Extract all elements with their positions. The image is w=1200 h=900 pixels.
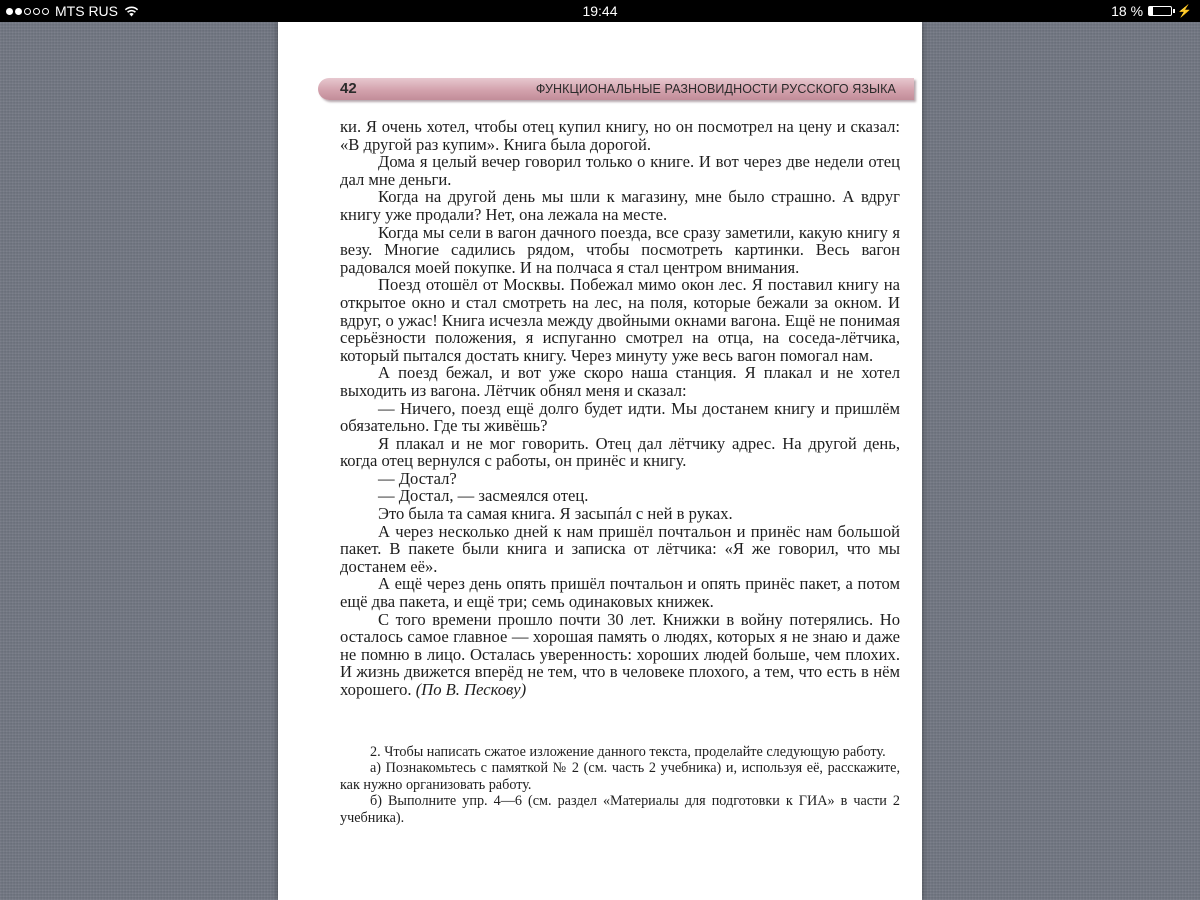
paragraph-text: Дома я целый вечер говорил только о книге. И вот через две недели отец дал мне деньги. <box>340 152 900 189</box>
paragraph-text: — Достал, — засмеялся отец. <box>378 486 589 506</box>
story-paragraph <box>340 153 900 188</box>
story-paragraph <box>340 224 900 277</box>
story-paragraph <box>340 611 900 699</box>
paragraph-text: Поезд отошёл от Москвы. Побежал мимо окон лес. Я поставил книгу на открытое окно и стал смотреть на лес, на поля, которые бежали за окном. И вдруг, о ужас! Книга исчезла между двойными окнами вагона. Ещё не понимая серьёзности положения, я испуганно смотрел на отца, на соседа-лётчика, который пытался достать книгу. Через минуту уже весь вагон помогал нам. <box>340 275 900 365</box>
story-paragraph <box>340 400 900 435</box>
story-paragraph <box>340 487 900 505</box>
story-text <box>340 118 900 699</box>
paragraph-text: Когда мы сели в вагон дачного поезда, все сразу заметили, какую книгу я везу. Многие садились рядом, чтобы посмотреть картинки. Весь вагон радовался моей покупке. И на полчаса я стал центром внимания. <box>340 222 900 277</box>
story-paragraph <box>340 188 900 223</box>
paragraph-text: С того времени прошло почти 30 лет. Книжки в войну потерялись. Но осталось самое главное — хорошая память о людях, которых я не знаю и даже не помню в лицо. Осталась уверенность: хороших людей больше, чем плохих. И жизнь движется вперёд не тем, что в человеке плохого, а тем, что есть в нём хорошего. <box>340 609 900 699</box>
story-paragraph <box>340 118 900 153</box>
exercise-paragraph: а) Познакомьтесь с памяткой № 2 (см. часть 2 учебника) и, используя её, расскажите, как нужно организовать работу. <box>340 760 900 793</box>
battery-fill <box>1149 7 1153 15</box>
source-attribution: (По В. Пескову) <box>415 680 527 699</box>
paragraph-text: — Ничего, поезд ещё долго будет идти. Мы достанем книгу и пришлём обязательно. Где ты живёшь? <box>340 398 900 436</box>
battery-icon <box>1148 6 1172 16</box>
story-paragraph <box>340 505 900 523</box>
exercise-text <box>340 744 900 826</box>
story-paragraph <box>340 523 900 576</box>
clock: 19:44 <box>582 3 618 19</box>
exercise-paragraph: 2. Чтобы написать сжатое изложение данного текста, проделайте следующую работу. <box>370 744 886 760</box>
story-paragraph <box>340 575 900 610</box>
paragraph-text: Когда на другой день мы шли к магазину, мне было страшно. А вдруг книгу уже продали? Нет, она лежала на месте. <box>340 187 900 224</box>
paragraph-text: А поезд бежал, и вот уже скоро наша станция. Я плакал и не хотел выходить из вагона. Лётчик обнял меня и сказал: <box>340 363 900 400</box>
story-paragraph <box>340 470 900 488</box>
paragraph-text: Я плакал и не мог говорить. Отец дал лётчику адрес. На другой день, когда отец вернулся с работы, он принёс и книгу. <box>340 433 900 471</box>
chapter-title: ФУНКЦИОНАЛЬНЫЕ РАЗНОВИДНОСТИ РУССКОГО ЯЗЫКА <box>535 82 896 96</box>
page-header-band <box>318 78 914 100</box>
paragraph-text: — Достал? <box>378 468 457 488</box>
story-paragraph <box>340 364 900 399</box>
status-right <box>1111 3 1192 19</box>
paragraph-text: А через несколько дней к нам пришёл почтальон и принёс нам большой пакет. В пакете были книга и записка от лётчика: «Я же говорил, что мы достанем её». <box>340 521 900 576</box>
paragraph-text: А ещё через день опять пришёл почтальон и опять принёс пакет, а потом ещё два пакета, и ещё три; семь одинаковых книжек. <box>340 574 900 612</box>
story-paragraph <box>340 435 900 470</box>
carrier-name: MTS RUS <box>55 3 118 19</box>
paragraph-text: Это была та самая книга. Я засыпáл с ней в руках. <box>378 504 733 524</box>
paragraph-text: ки. Я очень хотел, чтобы отец купил книгу, но он посмотрел на цену и сказал: «В другой раз купим». Книга была дорогой. <box>340 117 900 154</box>
status-bar <box>0 0 1200 22</box>
charging-bolt-icon: ⚡ <box>1177 4 1192 18</box>
page-number: 42 <box>340 80 357 97</box>
story-paragraph <box>340 276 900 364</box>
battery-percent: 18 % <box>1111 3 1144 19</box>
book-page[interactable] <box>278 22 922 900</box>
exercise-paragraph: б) Выполните упр. 4—6 (см. раздел «Материалы для подготовки к ГИА» в части 2 учебника). <box>340 793 900 826</box>
